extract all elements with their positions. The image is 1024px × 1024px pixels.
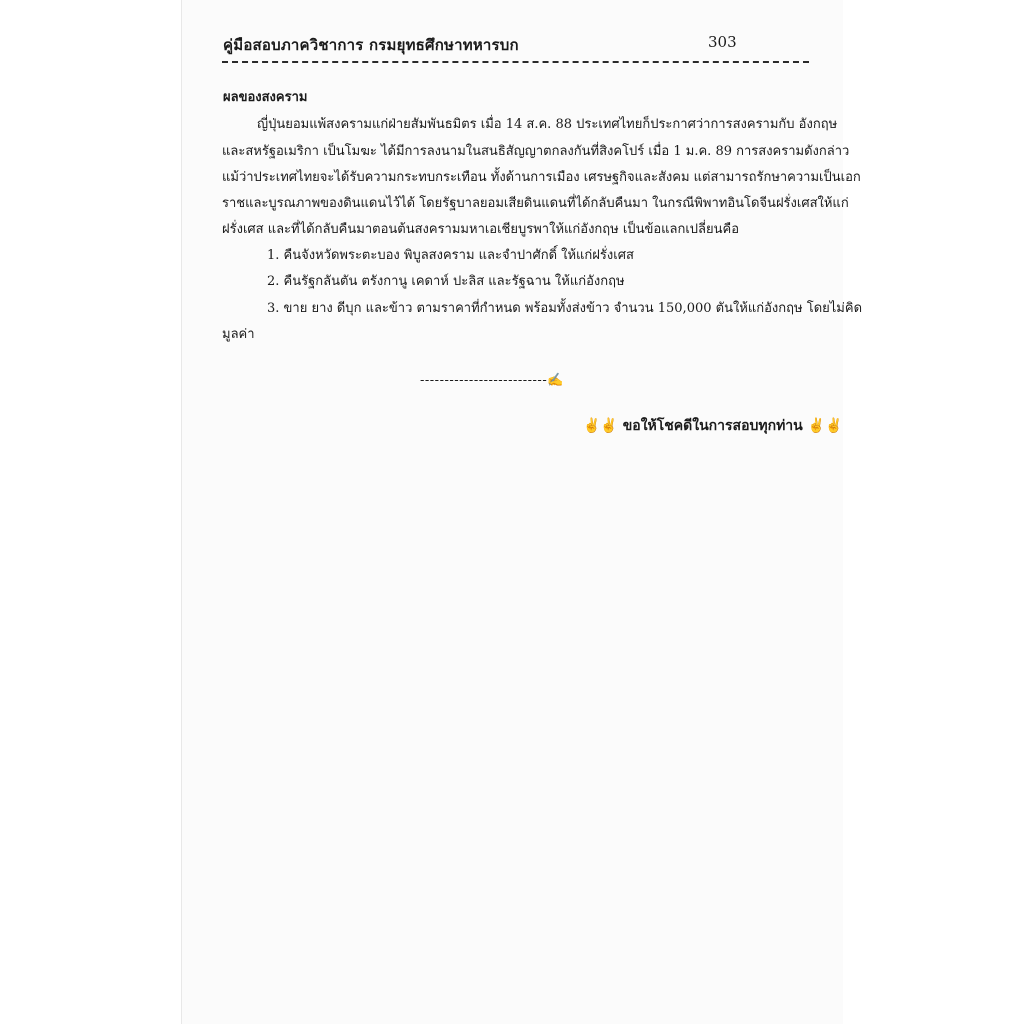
header-title: คู่มือสอบภาควิชาการ กรมยุทธศึกษาทหารบก: [223, 36, 519, 54]
paragraph-line: และสหรัฐอเมริกา เป็นโมฆะ ได้มีการลงนามในสนธิสัญญาตกลงกันที่สิงคโปร์ เมื่อ 1 ม.ค. 89 การสงครามดังกล่าว: [222, 144, 850, 159]
background-margin: [843, 0, 1024, 1024]
paragraph-line: แม้ว่าประเทศไทยจะได้รับความกระทบกระเทือน ทั้งด้านการเมือง เศรษฐกิจและสังคม แต่สามารถรักษาความเป็นเอก: [222, 170, 861, 185]
header-divider: [222, 61, 809, 63]
paragraph-line: ญี่ปุ่นยอมแพ้สงครามแก่ฝ่ายสัมพันธมิตร เมื่อ 14 ส.ค. 88 ประเทศไทยก็ประกาศว่าการสงครามกับ อังกฤษ: [257, 117, 838, 132]
closing-message: ✌✌ ขอให้โชคดีในการสอบทุกท่าน ✌✌: [583, 418, 843, 434]
paragraph-line: ฝรั่งเศส และที่ได้กลับคืนมาตอนต้นสงครามมหาเอเชียบูรพาให้แก่อังกฤษ เป็นข้อแลกเปลี่ยนคือ: [222, 222, 740, 237]
list-item-continuation: มูลค่า: [222, 327, 255, 342]
list-item: 1. คืนจังหวัดพระตะบอง พิบูลสงคราม และจำปาศักดิ์ ให้แก่ฝรั่งเศส: [267, 248, 634, 263]
list-item: 2. คืนรัฐกลันตัน ตรังกานู เคดาห์ ปะลิส และรัฐฉาน ให้แก่อังกฤษ: [267, 274, 625, 289]
page-number: 303: [708, 33, 737, 51]
list-item: 3. ขาย ยาง ดีบุก และข้าว ตามราคาที่กำหนด พร้อมทั้งส่งข้าว จำนวน 150,000 ตันให้แก่อังกฤษ โดยไม่คิด: [267, 301, 863, 316]
section-heading: ผลของสงคราม: [223, 90, 308, 105]
paragraph-line: ราชและบูรณภาพของดินแดนไว้ได้ โดยรัฐบาลยอมเสียดินแดนที่ได้กลับคืนมา ในกรณีพิพาทอินโดจีนฝรั่งเศสให้แก่: [222, 196, 849, 211]
closing-divider: --------------------------✍: [420, 373, 564, 388]
